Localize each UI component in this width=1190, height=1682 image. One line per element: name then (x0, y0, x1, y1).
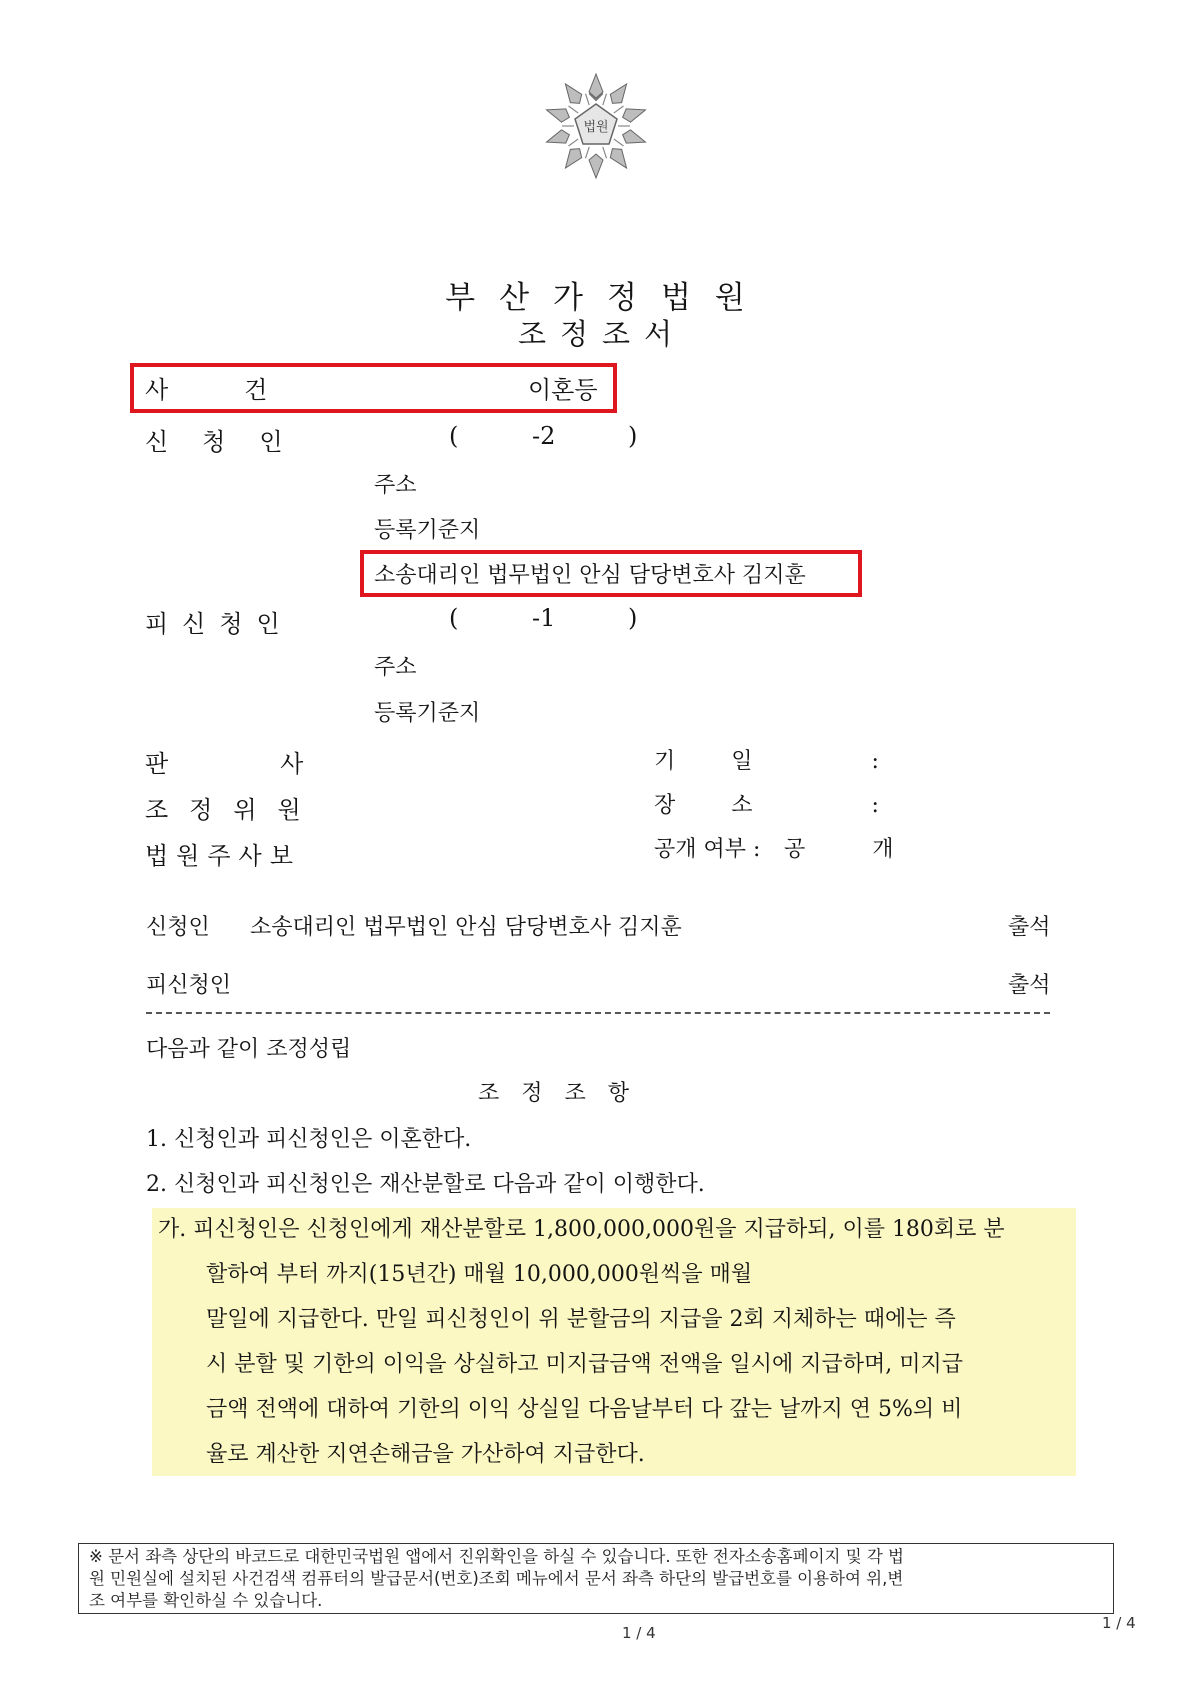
respondent-id-open: ( (449, 604, 459, 632)
court-emblem (540, 70, 652, 182)
respondent-address-label: 주소 (374, 655, 417, 680)
attendance-applicant-party: 신청인 (146, 915, 210, 940)
mediation-intro: 다음과 같이 조정성립 (146, 1037, 352, 1062)
respondent-id-close: ) (628, 604, 638, 632)
attendance-applicant-status: 출석 (1008, 915, 1051, 940)
case-value: 이혼등 (528, 376, 598, 404)
attendance-applicant-detail: 소송대리인 법무법인 안심 담당변호사 김지훈 (250, 915, 682, 940)
svg-text:법원: 법원 (583, 120, 609, 135)
mediator-label: 조정위원 (145, 796, 322, 824)
notice-line-3: 조 여부를 확인하실 수 있습니다. (89, 1591, 323, 1610)
applicant-label: 신청인 (145, 428, 317, 456)
notice-line-1: ※ 문서 좌측 상단의 바코드로 대한민국법원 앱에서 진위확인을 하실 수 있습니다. 또한 전자소송홈페이지 및 각 법 (89, 1547, 904, 1566)
applicant-id-close: ) (628, 422, 638, 450)
highlighted-clause-background (152, 1208, 1076, 1476)
page-number-center: 1 / 4 (622, 1624, 656, 1642)
clause-2a-line-1: 가. 피신청인은 신청인에게 재산분할로 1,800,000,000원을 지급하되, 이를 180회로 분 (158, 1217, 1005, 1242)
applicant-id-open: ( (449, 422, 459, 450)
clerk-label: 법원주사보 (145, 842, 301, 870)
case-label: 사건 (145, 376, 344, 404)
clause-2a-line-2: 할하여 부터 까지(15년간) 매월 10,000,000원씩을 매월 (206, 1262, 753, 1287)
document-title: 조정조서 (517, 317, 687, 351)
applicant-address-label: 주소 (374, 473, 417, 498)
place-label: 장소 : (654, 793, 935, 818)
respondent-id-suffix: -1 (532, 604, 556, 632)
respondent-label: 피신청인 (145, 610, 294, 638)
section-title: 조정조항 (478, 1081, 652, 1106)
respondent-registry-label: 등록기준지 (374, 701, 481, 726)
page-number-right: 1 / 4 (1102, 1614, 1136, 1632)
court-name: 부산가정법원 (445, 280, 769, 316)
public-label: 공개 여부 : (654, 837, 761, 862)
public-value: 공 개 (784, 837, 924, 862)
clause-1: 1. 신청인과 피신청인은 이혼한다. (146, 1127, 472, 1152)
clause-2: 2. 신청인과 피신청인은 재산분할로 다음과 같이 이행한다. (146, 1172, 705, 1197)
separator-line (146, 1012, 1050, 1014)
applicant-attorney: 소송대리인 법무법인 안심 담당변호사 김지훈 (374, 563, 806, 588)
notice-line-2: 원 민원실에 설치된 사건검색 컴퓨터의 발급문서(번호)조회 메뉴에서 문서 좌측 하단의 발급번호를 이용하여 위,변 (89, 1569, 904, 1588)
attendance-respondent-status: 출석 (1008, 973, 1051, 998)
judge-label: 판사 (145, 750, 416, 778)
clause-2a-line-5: 금액 전액에 대하여 기한의 이익 상실일 다음날부터 다 갚는 날까지 연 5%의 비 (206, 1397, 963, 1422)
date-label: 기일 : (654, 749, 935, 774)
verification-notice (78, 1543, 1114, 1614)
clause-2a-line-6: 율로 계산한 지연손해금을 가산하여 지급한다. (206, 1442, 645, 1467)
applicant-id-suffix: -2 (532, 422, 556, 450)
attendance-respondent-party: 피신청인 (146, 973, 232, 998)
clause-2a-line-3: 말일에 지급한다. 만일 피신청인이 위 분할금의 지급을 2회 지체하는 때에는 즉 (206, 1307, 956, 1332)
clause-2a-line-4: 시 분할 및 기한의 이익을 상실하고 미지급금액 전액을 일시에 지급하며, 미지급 (206, 1352, 963, 1377)
applicant-registry-label: 등록기준지 (374, 518, 481, 543)
